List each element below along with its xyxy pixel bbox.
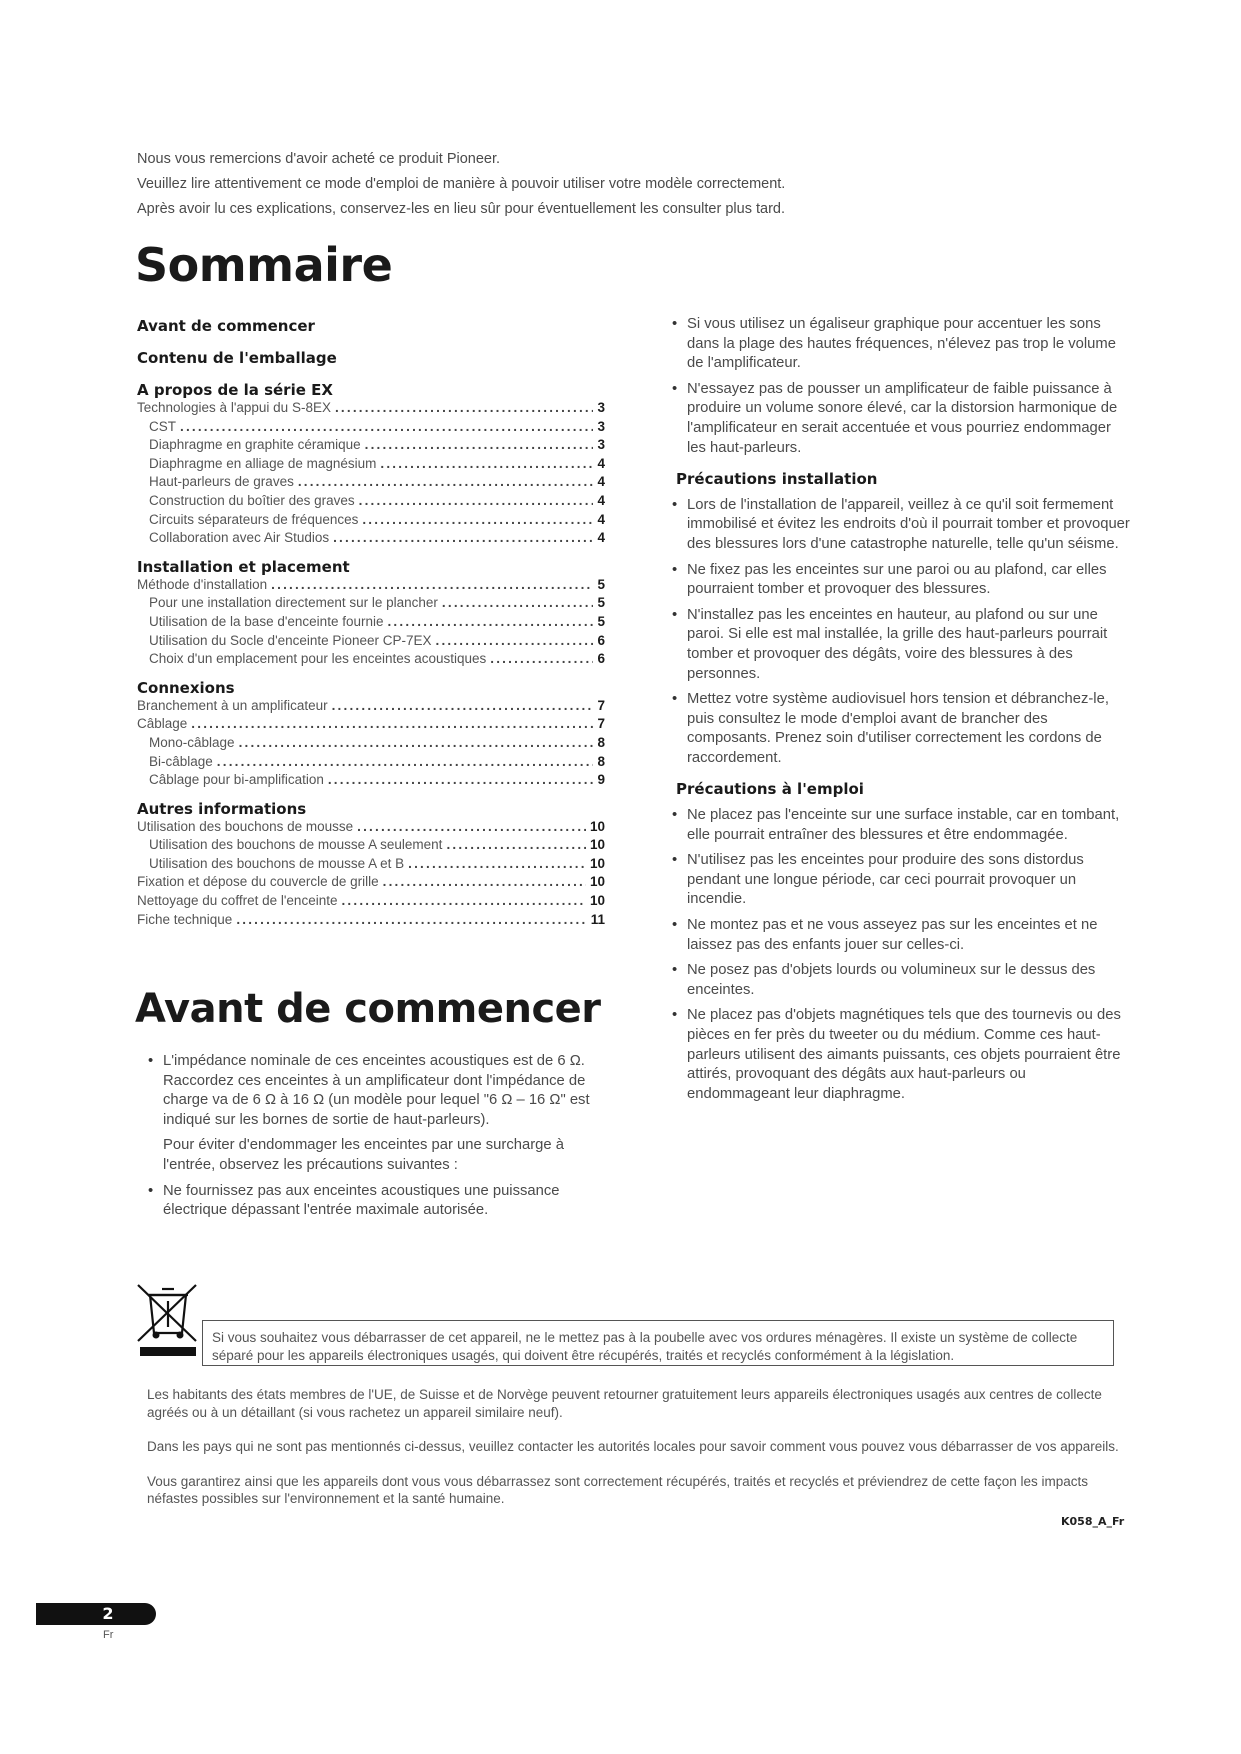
list-item: • Ne fournissez pas aux enceintes acoustiques une puissance électrique dépassant l'entrée maximale autorisée. [148,1182,603,1221]
page-number-tab [36,1603,156,1625]
toc-entry-text: Circuits séparateurs de fréquences [149,511,359,527]
toc-entry-text: Branchement à un amplificateur [137,697,328,713]
list-item: • Ne posez pas d'objets lourds ou volumineux sur le dessus des enceintes. [672,961,1132,1000]
weee-info [147,1386,1122,1525]
toc-leader-dots [328,771,594,790]
toc-entry [137,455,605,474]
toc-page-number: 10 [589,818,605,834]
toc-entry [137,818,605,837]
toc-page-number: 3 [597,418,605,434]
toc-leader-dots [442,594,594,613]
list-item: • N'utilisez pas les enceintes pour produire des sons distordus pendant une longue période, car ceci pourrait provoquer un incendie. [672,851,1132,910]
toc-entry-text: Utilisation des bouchons de mousse A et B [149,855,405,871]
toc-heading: Connexions [137,678,235,697]
list-item: • Ne placez pas d'objets magnétiques tels que des tournevis ou des pièces en fer près du tweeter ou du médium. Comme ces haut-parleurs utilisent des aimants puissants, ces objets pourraient être attirés, provoquant des dégâts aux haut-parleurs ou endommageant leur diaphragme. [672,1006,1132,1104]
paragraph: Les habitants des états membres de l'UE, de Suisse et de Norvège peuvent retourner gratuitement leurs appareils électroniques usagés aux centres de collecte agréés ou à un détaillant (si vous rachetez un appareil similaire neuf). [147,1387,1102,1420]
toc-entry [137,594,605,613]
precautions-column [672,315,1132,1110]
toc-entry-text: Utilisation du Socle d'enceinte Pioneer CP-7EX [149,632,432,648]
toc-page-number: 5 [597,576,605,592]
toc-entry [137,436,605,455]
toc-entry-text: Construction du boîtier des graves [149,492,355,508]
toc-entry [137,529,605,548]
page-language: Fr [103,1629,114,1641]
toc-page-number: 4 [597,492,605,508]
toc-page-number: 7 [597,716,605,732]
toc-entry [137,511,605,530]
list-item: • N'installez pas les enceintes en hauteur, au plafond ou sur une paroi. Si elle est mal installée, la grille des haut-parleurs pourrait tomber et provoquer des dégâts, voire des blessures à des personnes. [672,606,1132,684]
list-item: • N'essayez pas de pousser un amplificateur de faible puissance à produire un volume sonore élevé, car la distorsion harmonique de l'amplificateur en serait accentuée et vous pourriez endommager les haut-parleurs. [672,380,1132,458]
toc-page-number: 7 [597,697,605,713]
toc-page-number: 4 [597,530,605,546]
toc-entry [137,771,605,790]
toc-page-number: 8 [597,753,605,769]
toc-entry-text: Pour une installation directement sur le plancher [149,595,438,611]
install-precautions-heading: Précautions installation [676,470,878,489]
usage-precautions-heading: Précautions à l'emploi [676,780,864,799]
toc-leader-dots [271,576,593,595]
toc-page-number: 10 [589,855,605,871]
page-number: 2 [102,1604,114,1623]
toc-leader-dots [341,892,586,911]
toc-entry-text: Câblage pour bi-amplification [149,772,324,788]
toc-page-number: 11 [590,911,605,927]
toc-entry [137,697,605,716]
toc-leader-dots [298,473,594,492]
intro-line: Nous vous remercions d'avoir acheté ce produit Pioneer. [137,151,501,167]
toc-section [137,679,605,790]
toc-entry-text: Choix d'un emplacement pour les enceintes acoustiques [149,651,487,667]
toc-heading: Avant de commencer [137,317,315,335]
toc-entry [137,613,605,632]
toc-entry-text: Utilisation des bouchons de mousse [137,818,354,834]
paragraph: Vous garantirez ainsi que les appareils dont vous vous débarrassez sont correctement récupérés, traités et recyclés et préviendrez de cette façon les impacts néfastes possibles sur l'environnement et la santé humaine. [147,1473,1088,1506]
toc-leader-dots [359,492,594,511]
toc-leader-dots [446,836,586,855]
toc-page-number: 5 [597,595,605,611]
toc-entry-text: Méthode d'installation [137,576,268,592]
list-item: • Si vous utilisez un égaliseur graphique pour accentuer les sons dans la plage des hautes fréquences, n'élevez pas trop le volume de l'amplificateur. [672,315,1132,374]
toc-leader-dots [383,873,586,892]
toc-page-number: 10 [589,837,605,853]
toc-section [137,800,605,930]
toc-leader-dots [333,529,593,548]
toc-leader-dots [362,511,593,530]
toc-entry [137,892,605,911]
toc-heading: A propos de la série EX [137,381,333,399]
list-item: • Ne montez pas et ne vous asseyez pas sur les enceintes et ne laissez pas des enfants jouer sur celles-ci. [672,916,1132,955]
toc-entry-text: Diaphragme en graphite céramique [149,437,361,453]
list-item: • Ne placez pas l'enceinte sur une surface instable, car en tombant, elle pourrait entraîner des blessures et être endommagée. [672,806,1132,845]
toc-page-number: 4 [597,474,605,490]
toc-section [137,381,605,548]
toc-heading: Contenu de l'emballage [137,349,337,367]
toc-leader-dots [387,613,593,632]
toc-entry [137,650,605,669]
toc-entry-text: Fiche technique [137,911,233,927]
toc-page-number: 6 [597,651,605,667]
toc-leader-dots [436,632,594,651]
toc-entry [137,734,605,753]
toc-entry-text: Bi-câblage [149,753,213,769]
toc-heading: Autres informations [137,799,307,818]
toc-entry [137,492,605,511]
toc-page-number: 4 [597,511,605,527]
toc-entry-text: Utilisation des bouchons de mousse A seulement [149,837,443,853]
toc-section [137,317,605,335]
toc-section [137,558,605,669]
toc-leader-dots [408,855,586,874]
toc-entry [137,911,605,930]
toc-entry [137,418,605,437]
toc-entry [137,473,605,492]
toc-page-number: 10 [589,893,605,909]
toc-leader-dots [357,818,586,837]
toc-entry-text: Câblage [137,716,188,732]
toc-section [137,349,605,367]
toc-entry-text: Technologies à l'appui du S-8EX [137,400,331,415]
toc-entry [137,715,605,734]
toc-entry-text: Fixation et dépose du couvercle de grille [137,874,379,890]
toc-leader-dots [490,650,593,669]
document-code: K058_A_Fr [1061,1515,1125,1528]
toc-entry [137,855,605,874]
toc-entry-text: Mono-câblage [149,734,235,750]
toc-entry [137,576,605,595]
toc-entry-text: Utilisation de la base d'enceinte fournie [149,613,384,629]
toc-page-number: 8 [597,734,605,750]
toc-leader-dots [217,753,594,772]
section-title-avant: Avant de commencer [135,986,601,1032]
avant-body [148,1052,603,1227]
list-item: • L'impédance nominale de ces enceintes acoustiques est de 6 Ω. Raccordez ces enceintes à un amplificateur dont l'impédance de charge va de 6 Ω à 16 Ω (un modèle pour lequel "6 Ω – 16 Ω" est indiqué sur les bornes de sortie de haut-parleurs). [148,1052,603,1130]
toc-entry-text: Nettoyage du coffret de l'enceinte [137,893,338,909]
toc-entry-text: CST [149,418,176,434]
toc-leader-dots [332,697,594,716]
toc-page-number: 6 [597,632,605,648]
intro-line: Après avoir lu ces explications, conservez-les en lieu sûr pour éventuellement les consulter plus tard. [137,201,785,217]
toc-leader-dots [191,715,593,734]
toc-page-number: 3 [597,437,605,453]
crossed-out-wheelie-bin-icon [136,1283,200,1358]
toc-leader-dots [239,734,594,753]
toc-entry [137,632,605,651]
toc-leader-dots [380,455,593,474]
list-item: • Lors de l'installation de l'appareil, veillez à ce qu'il soit fermement immobilisé et évitez les endroits d'où il pourrait tomber et provoquer des blessures lors d'une catastrophe naturelle, telle qu'un séisme. [672,496,1132,555]
paragraph: Dans les pays qui ne sont pas mentionnés ci-dessus, veuillez contacter les autorités locales pour savoir comment vous pouvez vous débarrasser de vos appareils. [147,1439,1119,1454]
toc-page-number: 10 [589,874,605,890]
toc-entry [137,836,605,855]
intro-text [137,147,1097,222]
toc-page-number: 4 [597,455,605,471]
toc-leader-dots [365,436,594,455]
weee-notice-box: Si vous souhaitez vous débarrasser de cet appareil, ne le mettez pas à la poubelle avec vos ordures ménagères. Il existe un système de collecte séparé pour les appareils électroniques usagés, qui doivent être récupérés, traités et recyclés conformément à la législation. [202,1320,1114,1366]
toc-leader-dots [236,911,586,930]
toc-entry-text: Diaphragme en alliage de magnésium [149,455,377,471]
toc-entry-text: Haut-parleurs de graves [149,474,294,490]
page-title: Sommaire [135,238,393,292]
toc-leader-dots [335,399,594,418]
table-of-contents [137,317,605,939]
list-item: • Mettez votre système audiovisuel hors tension et débranchez-le, puis consultez le mode d'emploi avant de brancher des composants. Prenez soin d'utiliser correctement les cordons de raccordement. [672,690,1132,768]
toc-entry [137,873,605,892]
toc-entry-text: Collaboration avec Air Studios [149,530,330,546]
toc-entry [137,399,605,418]
toc-heading: Installation et placement [137,557,350,576]
toc-page-number: 5 [597,613,605,629]
toc-page-number: 9 [597,772,605,788]
toc-entry [137,753,605,772]
list-item: • Ne fixez pas les enceintes sur une paroi ou au plafond, car elles pourraient tomber et provoquer des blessures. [672,561,1132,600]
toc-page-number: 3 [597,400,605,415]
paragraph: Pour éviter d'endommager les enceintes par une surcharge à l'entrée, observez les précautions suivantes : [163,1137,564,1173]
intro-line: Veuillez lire attentivement ce mode d'emploi de manière à pouvoir utiliser votre modèle correctement. [137,176,786,192]
toc-leader-dots [180,418,593,437]
